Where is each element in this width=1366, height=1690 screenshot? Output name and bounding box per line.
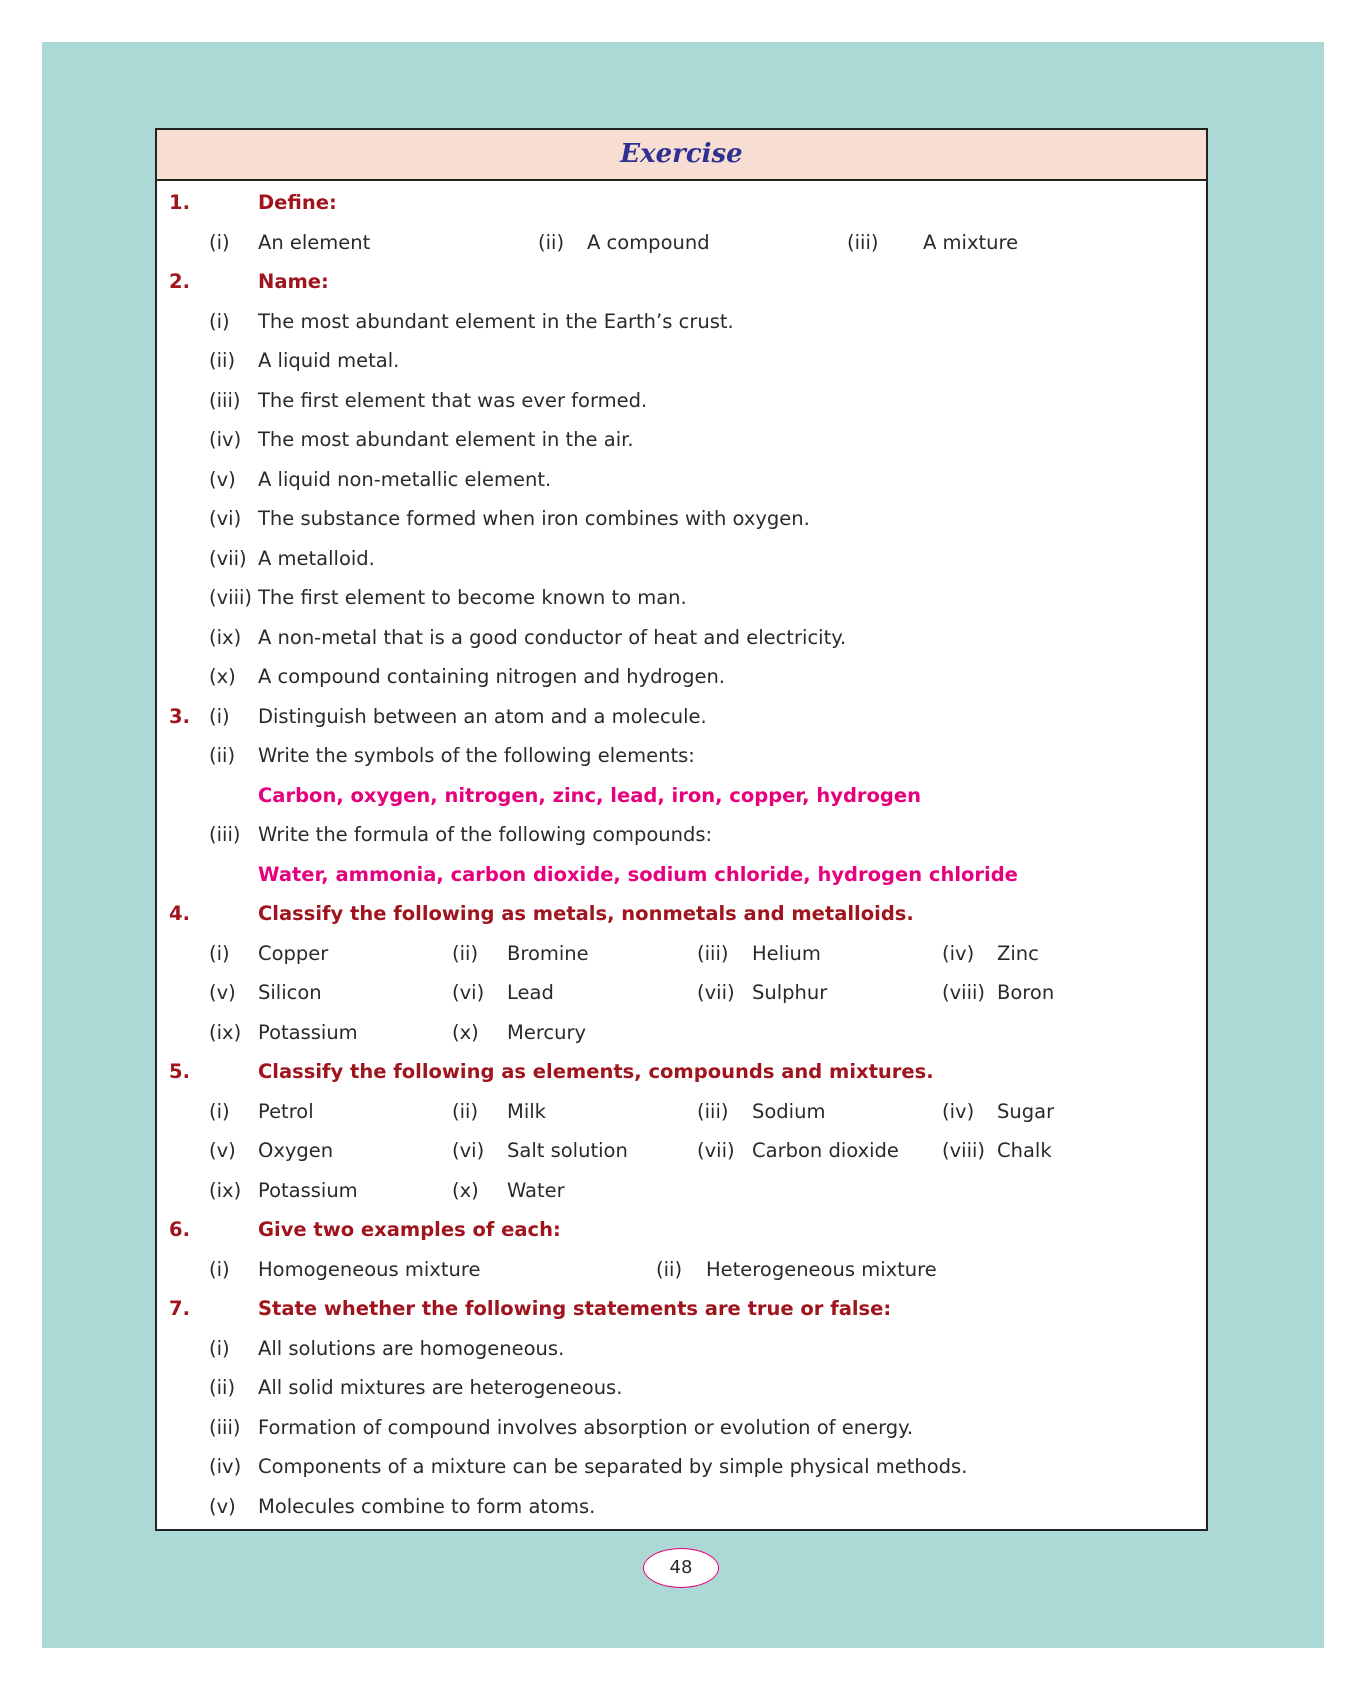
- item-label: (vii): [697, 981, 735, 1004]
- item-label: (viii): [942, 981, 986, 1004]
- item-text: Chalk: [997, 1139, 1052, 1162]
- question-heading: Name:: [258, 270, 329, 293]
- item-label: (ix): [209, 1020, 242, 1044]
- list-item: [157, 1171, 1206, 1211]
- item-label: (ii): [656, 1257, 683, 1281]
- item-label: (ii): [209, 1376, 236, 1399]
- list-item: [157, 302, 1206, 342]
- item-text: Helium: [752, 941, 821, 965]
- list-item: [157, 855, 1206, 895]
- question-heading: Classify the following as metals, nonmetals and metalloids.: [258, 902, 914, 925]
- item-text: Distinguish between an atom and a molecule.: [258, 704, 707, 728]
- list-item: [157, 1250, 1206, 1290]
- list-item: [157, 776, 1206, 816]
- item-label: (i): [209, 704, 230, 728]
- page-background: [42, 42, 1324, 1648]
- item-label: (iv): [942, 941, 975, 965]
- question-number: 1.: [169, 191, 190, 214]
- list-item: [157, 657, 1206, 697]
- question-number: 4.: [169, 902, 190, 925]
- question-number: 2.: [169, 270, 190, 293]
- item-text: Carbon dioxide: [752, 1139, 899, 1162]
- list-item: [157, 934, 1206, 974]
- item-text: All solutions are homogeneous.: [258, 1336, 565, 1360]
- list-item: [157, 539, 1206, 579]
- item-label: (vi): [209, 507, 242, 530]
- question-number: 7.: [169, 1297, 190, 1320]
- list-item: [157, 1408, 1206, 1448]
- item-label: (viii): [942, 1139, 986, 1162]
- item-text: Petrol: [258, 1099, 314, 1123]
- item-label: (i): [209, 1099, 230, 1123]
- item-text: Potassium: [258, 1178, 358, 1202]
- list-item: [157, 499, 1206, 539]
- list-item: [157, 1131, 1206, 1171]
- item-text: The first element that was ever formed.: [258, 388, 648, 412]
- item-text: Write the symbols of the following elements:: [258, 744, 695, 767]
- item-label: (iv): [942, 1099, 975, 1123]
- question-row: [157, 1210, 1206, 1250]
- item-text: All solid mixtures are heterogeneous.: [258, 1376, 623, 1399]
- item-label: (viii): [209, 586, 253, 609]
- item-text: A liquid non-metallic element.: [258, 467, 552, 491]
- item-label: (v): [209, 1494, 236, 1518]
- item-label: (ii): [452, 941, 479, 965]
- exercise-header: [157, 130, 1206, 181]
- item-label: (i): [209, 309, 230, 333]
- item-text: Components of a mixture can be separated by simple physical methods.: [258, 1455, 968, 1478]
- list-item: [157, 973, 1206, 1013]
- item-label: (x): [452, 1178, 479, 1202]
- item-label: (v): [209, 981, 236, 1004]
- item-text: An element: [258, 230, 371, 254]
- list-item: [157, 1092, 1206, 1132]
- item-text: Bromine: [507, 941, 589, 965]
- list-item: [157, 381, 1206, 421]
- item-text: A compound: [587, 230, 710, 254]
- item-text: A liquid metal.: [258, 349, 400, 372]
- item-text: Oxygen: [258, 1139, 334, 1162]
- question-row: [157, 894, 1206, 934]
- item-label: (i): [209, 230, 230, 254]
- item-text: Boron: [997, 981, 1055, 1004]
- item-text: Water, ammonia, carbon dioxide, sodium chloride, hydrogen chloride: [258, 862, 1018, 886]
- item-label: (vi): [452, 1139, 485, 1162]
- list-item: [157, 1447, 1206, 1487]
- item-text: Homogeneous mixture: [258, 1257, 481, 1281]
- question-heading: Give two examples of each:: [258, 1218, 561, 1241]
- list-item: [157, 815, 1206, 855]
- question-number: 6.: [169, 1218, 190, 1241]
- exercise-questions: [157, 181, 1206, 1526]
- item-text: Water: [507, 1178, 565, 1202]
- item-label: (iii): [847, 230, 879, 254]
- item-label: (vii): [209, 546, 247, 570]
- item-label: (v): [209, 1139, 236, 1162]
- item-text: Heterogeneous mixture: [706, 1257, 937, 1281]
- item-label: (iii): [209, 388, 241, 412]
- item-text: Sodium: [752, 1099, 826, 1123]
- question-heading: Classify the following as elements, compounds and mixtures.: [258, 1060, 934, 1083]
- item-text: The substance formed when iron combines with oxygen.: [258, 507, 810, 530]
- item-label: (ii): [209, 744, 236, 767]
- question-row: [157, 183, 1206, 223]
- item-text: Carbon, oxygen, nitrogen, zinc, lead, iron, copper, hydrogen: [258, 783, 921, 807]
- item-text: Write the formula of the following compounds:: [258, 823, 713, 846]
- list-item: [157, 1013, 1206, 1053]
- item-label: (iii): [209, 1415, 241, 1439]
- list-item: [157, 1487, 1206, 1527]
- item-label: (i): [209, 1336, 230, 1360]
- list-item: [157, 578, 1206, 618]
- item-text: A compound containing nitrogen and hydrogen.: [258, 665, 726, 688]
- item-text: Copper: [258, 941, 329, 965]
- list-item: [157, 618, 1206, 658]
- item-text: Potassium: [258, 1020, 358, 1044]
- item-text: The first element to become known to man.: [258, 586, 687, 609]
- list-item: [157, 420, 1206, 460]
- item-text: Silicon: [258, 981, 322, 1004]
- list-item: [157, 1368, 1206, 1408]
- item-text: A mixture: [923, 230, 1019, 254]
- item-label: (i): [209, 1257, 230, 1281]
- item-label: (ii): [452, 1099, 479, 1123]
- list-item: [157, 460, 1206, 500]
- question-row: [157, 262, 1206, 302]
- item-label: (ix): [209, 625, 242, 649]
- item-label: (ii): [209, 349, 236, 372]
- question-heading: State whether the following statements are true or false:: [258, 1297, 892, 1320]
- question-row: [157, 1052, 1206, 1092]
- question-number: 3.: [169, 704, 190, 728]
- item-text: Zinc: [997, 941, 1039, 965]
- page-number: 48: [643, 1548, 719, 1588]
- question-heading: Define:: [258, 191, 337, 214]
- item-text: Sugar: [997, 1099, 1055, 1123]
- item-label: (iii): [697, 1099, 729, 1123]
- item-text: Mercury: [507, 1020, 587, 1044]
- item-text: Sulphur: [752, 981, 828, 1004]
- item-text: A non-metal that is a good conductor of heat and electricity.: [258, 625, 847, 649]
- question-row: [157, 697, 1206, 737]
- item-label: (ix): [209, 1178, 242, 1202]
- item-label: (i): [209, 941, 230, 965]
- item-text: The most abundant element in the Earth’s crust.: [258, 309, 734, 333]
- item-text: A metalloid.: [258, 546, 375, 570]
- item-label: (iii): [697, 941, 729, 965]
- exercise-box: [155, 128, 1208, 1531]
- item-label: (v): [209, 467, 236, 491]
- list-item: [157, 1329, 1206, 1369]
- list-item: [157, 736, 1206, 776]
- question-number: 5.: [169, 1060, 190, 1083]
- item-text: Milk: [507, 1099, 546, 1123]
- item-label: (vii): [697, 1139, 735, 1162]
- item-label: (iii): [209, 823, 241, 846]
- item-label: (iv): [209, 428, 242, 451]
- list-item: [157, 341, 1206, 381]
- item-label: (ii): [538, 230, 565, 254]
- item-text: Lead: [507, 981, 554, 1004]
- item-label: (x): [209, 665, 236, 688]
- exercise-title: Exercise: [620, 139, 743, 169]
- item-label: (x): [452, 1020, 479, 1044]
- item-label: (vi): [452, 981, 485, 1004]
- item-text: Molecules combine to form atoms.: [258, 1494, 596, 1518]
- question-row: [157, 1289, 1206, 1329]
- item-label: (iv): [209, 1455, 242, 1478]
- item-text: Formation of compound involves absorption or evolution of energy.: [258, 1415, 914, 1439]
- item-text: The most abundant element in the air.: [258, 428, 634, 451]
- item-text: Salt solution: [507, 1139, 628, 1162]
- list-item: [157, 223, 1206, 263]
